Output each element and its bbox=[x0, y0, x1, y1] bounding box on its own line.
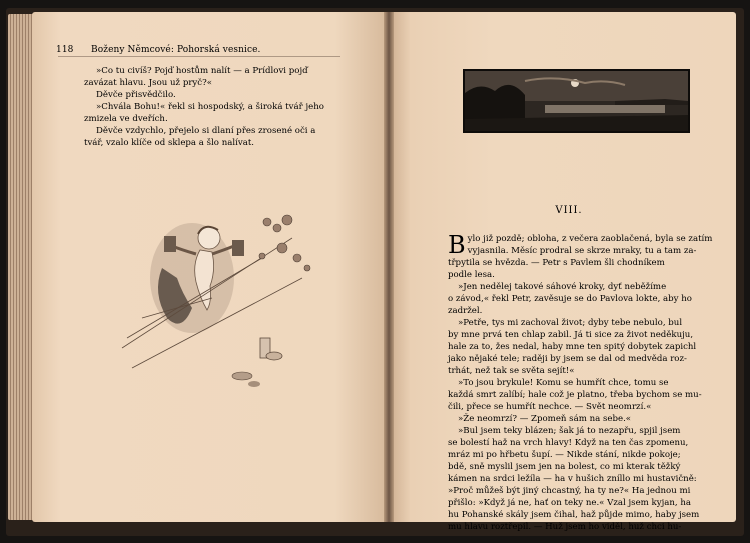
text-line: »Jen nedělej takové sáhové kroky, dyť neběžíme bbox=[458, 282, 667, 292]
text-line: trhát, než tak se světa sejít!« bbox=[448, 366, 575, 376]
vignette-image bbox=[465, 71, 688, 131]
text-line: hale za to, žes nedal, haby mne ten spitý dobytek zapichl bbox=[448, 342, 697, 352]
chapter-heading: VIII. bbox=[555, 205, 583, 216]
text-line: »Chvála Bohu!« řekl si hospodský, a široká tvář jeho bbox=[96, 102, 324, 112]
text-line: kámen na srdci ležíla — ha v hušich zníllo mi hustavičně: bbox=[448, 474, 697, 484]
left-page-text bbox=[84, 65, 354, 149]
right-page-text bbox=[448, 231, 713, 533]
text-line: »Bul jsem teky blázen; šak já to nezapřu, spjil jsem bbox=[458, 426, 681, 436]
text-line: se bolestí haž na vrch hlavy! Když na ten čas zpomenu, bbox=[448, 438, 689, 448]
text-line: mu hlavu roztřepil. — Huž jsem ho viděl, huž chci hu- bbox=[448, 522, 682, 532]
text-line: mráz mi po hřbetu šupí. — Nikde stání, nikde pokoje; bbox=[448, 450, 681, 460]
text-line: tvář, vzalo klíče od sklepa a šlo nalívat. bbox=[84, 138, 255, 148]
text-line: bdě, sně myslil jsem jen na bolest, co mi kterak těžký bbox=[448, 462, 681, 472]
text-line: třpytila se hvězda. — Petr s Pavlem šli chodníkem bbox=[448, 258, 665, 268]
text-line: hu Pohanské skály jsem čihal, haž půjde mimo, haby jsem bbox=[448, 510, 700, 520]
moonlit-landscape-vignette bbox=[463, 69, 690, 133]
text-line: »Proč můžeš být jiný chcastný, ha ty ne?« Ha jednou mi bbox=[448, 486, 691, 496]
text-line: »To jsou brykule! Komu se humřít chce, tomu se bbox=[458, 378, 669, 388]
cherub-illustration bbox=[112, 198, 322, 398]
drop-cap: B bbox=[448, 231, 466, 259]
text-line: vyjasnila. Měsíc prodral se skrze mraky, tu a tam za- bbox=[467, 246, 697, 256]
header-rule bbox=[58, 56, 340, 57]
text-line: ylo již pozdě; obloha, z večera zaoblačená, byla se zatím bbox=[467, 234, 713, 244]
text-line: »Petře, tys mi zachoval život; dyby tebe nebulo, bul bbox=[458, 318, 683, 328]
text-line: podle lesa. bbox=[448, 270, 495, 280]
text-line: zadržel. bbox=[448, 306, 483, 316]
text-line: Děvče přisvědčilo. bbox=[96, 90, 176, 100]
text-line: Děvče vzdychlo, přejelo si dlaní přes zrosené oči a bbox=[96, 126, 316, 136]
text-line: zavázat hlavu. Jsou už pryč?« bbox=[84, 78, 212, 88]
page-number: 118 bbox=[56, 45, 74, 55]
text-line: o závod,« řekl Petr, zavěsuje se do Pavlova lokte, aby ho bbox=[448, 294, 692, 304]
book-gutter bbox=[384, 12, 394, 522]
text-line: přišlo: »Když já ne, hať on teky ne.« Vzal jsem kyjan, ha bbox=[448, 498, 692, 508]
text-line: čili, přece se humřít nechce. — Svět neomrzí.« bbox=[448, 402, 652, 412]
text-line: každá smrt zalíbí; hale což je platno, třeba bychom se mu- bbox=[448, 390, 702, 400]
text-line: jako nějaké tele; raději by jsem se dal od medvěda roz- bbox=[448, 354, 687, 364]
text-line: zmizela ve dveřích. bbox=[84, 114, 168, 124]
text-line: »Že neomrzí? — Zpomeň sám na sebe.« bbox=[458, 414, 632, 424]
text-line: by mne prvá ten chlap zabil. Já ti sice za život neděkuju, bbox=[448, 330, 694, 340]
text-line: »Co tu civíš? Pojď hostům nalít — a Prídlovi pojď bbox=[96, 66, 308, 76]
running-head: Boženy Němcové: Pohorská vesnice. bbox=[91, 45, 261, 55]
